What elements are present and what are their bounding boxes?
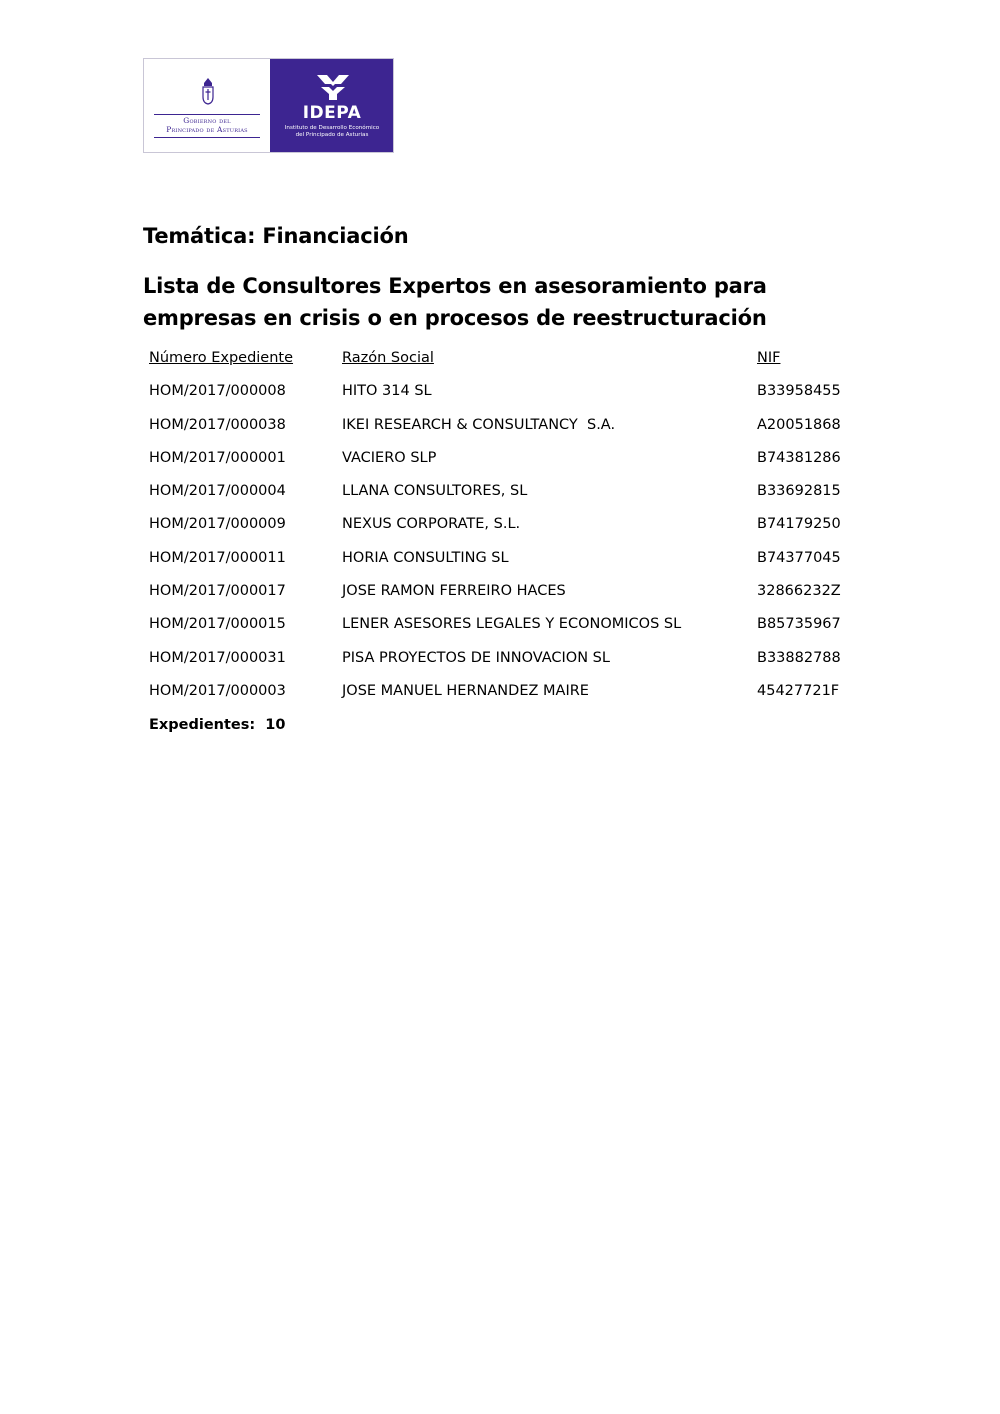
cell-expediente: HOM/2017/000011: [149, 549, 286, 566]
total-expedientes: [149, 717, 285, 733]
table-row: [149, 612, 869, 645]
idepa-sub-line-1: Instituto de Desarrollo Económico: [284, 125, 380, 131]
cell-razon-social: HORIA CONSULTING SL: [342, 549, 509, 566]
header-logo: [143, 58, 394, 153]
cell-nif: B85735967: [757, 616, 841, 633]
gobierno-asturias-logo: [144, 59, 270, 152]
table-header-row: [149, 346, 869, 379]
cell-nif: B33692815: [757, 483, 841, 500]
idepa-symbol-icon: [313, 72, 353, 102]
cell-razon-social: JOSE MANUEL HERNANDEZ MAIRE: [342, 682, 589, 699]
cell-expediente: HOM/2017/000038: [149, 416, 286, 433]
cell-nif: B33958455: [757, 383, 841, 400]
gobierno-logo-text: [144, 116, 270, 134]
cell-nif: B74179250: [757, 516, 841, 533]
cell-nif: B33882788: [757, 649, 841, 666]
divider: [154, 114, 260, 115]
table-row: [149, 646, 869, 679]
cell-razon-social: JOSE RAMON FERREIRO HACES: [342, 583, 566, 600]
cell-razon-social: IKEI RESEARCH & CONSULTANCY S.A.: [342, 416, 616, 433]
table-row: [149, 546, 869, 579]
cell-expediente: HOM/2017/000008: [149, 383, 286, 400]
table-row: [149, 579, 869, 612]
list-title: Lista de Consultores Expertos en asesoramiento para empresas en crisis o en procesos de reestructuración: [143, 274, 767, 330]
cell-nif: 32866232Z: [757, 583, 841, 600]
cell-razon-social: PISA PROYECTOS DE INNOVACION SL: [342, 649, 610, 666]
total-label: Expedientes:: [149, 717, 256, 733]
cell-nif: B74377045: [757, 549, 841, 566]
idepa-name: IDEPA: [302, 103, 362, 123]
cell-expediente: HOM/2017/000004: [149, 483, 286, 500]
header-expediente: Número Expediente: [149, 350, 294, 366]
cell-nif: B74381286: [757, 449, 841, 466]
consultants-table: [149, 346, 869, 712]
cell-expediente: HOM/2017/000031: [149, 649, 286, 666]
cell-nif: A20051868: [757, 416, 841, 433]
total-count: 10: [265, 717, 286, 733]
cell-nif: 45427721F: [757, 682, 840, 699]
cell-expediente: HOM/2017/000009: [149, 516, 286, 533]
cell-expediente: HOM/2017/000001: [149, 449, 286, 466]
cell-razon-social: LLANA CONSULTORES, SL: [342, 483, 528, 500]
idepa-sub-line-2: del Principado de Asturias: [295, 132, 369, 138]
gov-line-2: Principado de Asturias: [166, 125, 248, 134]
coat-of-arms-icon: [201, 77, 215, 105]
table-row: [149, 379, 869, 412]
cell-razon-social: LENER ASESORES LEGALES Y ECONOMICOS SL: [342, 616, 682, 633]
header-razon-social: Razón Social: [342, 350, 434, 366]
total-spacer: [255, 717, 265, 733]
table-row: [149, 679, 869, 712]
tematica-heading: Temática: Financiación: [143, 224, 409, 248]
idepa-logo: [270, 59, 393, 152]
cell-expediente: HOM/2017/000015: [149, 616, 286, 633]
table-row: [149, 512, 869, 545]
divider: [154, 137, 260, 138]
gov-line-1: Gobierno del: [183, 116, 231, 125]
header-nif: NIF: [757, 350, 781, 366]
cell-expediente: HOM/2017/000003: [149, 682, 286, 699]
table-row: [149, 446, 869, 479]
cell-razon-social: NEXUS CORPORATE, S.L.: [342, 516, 521, 533]
idepa-subtitle: [270, 125, 394, 139]
cell-razon-social: HITO 314 SL: [342, 383, 432, 400]
table-row: [149, 479, 869, 512]
cell-expediente: HOM/2017/000017: [149, 583, 286, 600]
table-row: [149, 413, 869, 446]
cell-razon-social: VACIERO SLP: [342, 449, 437, 466]
